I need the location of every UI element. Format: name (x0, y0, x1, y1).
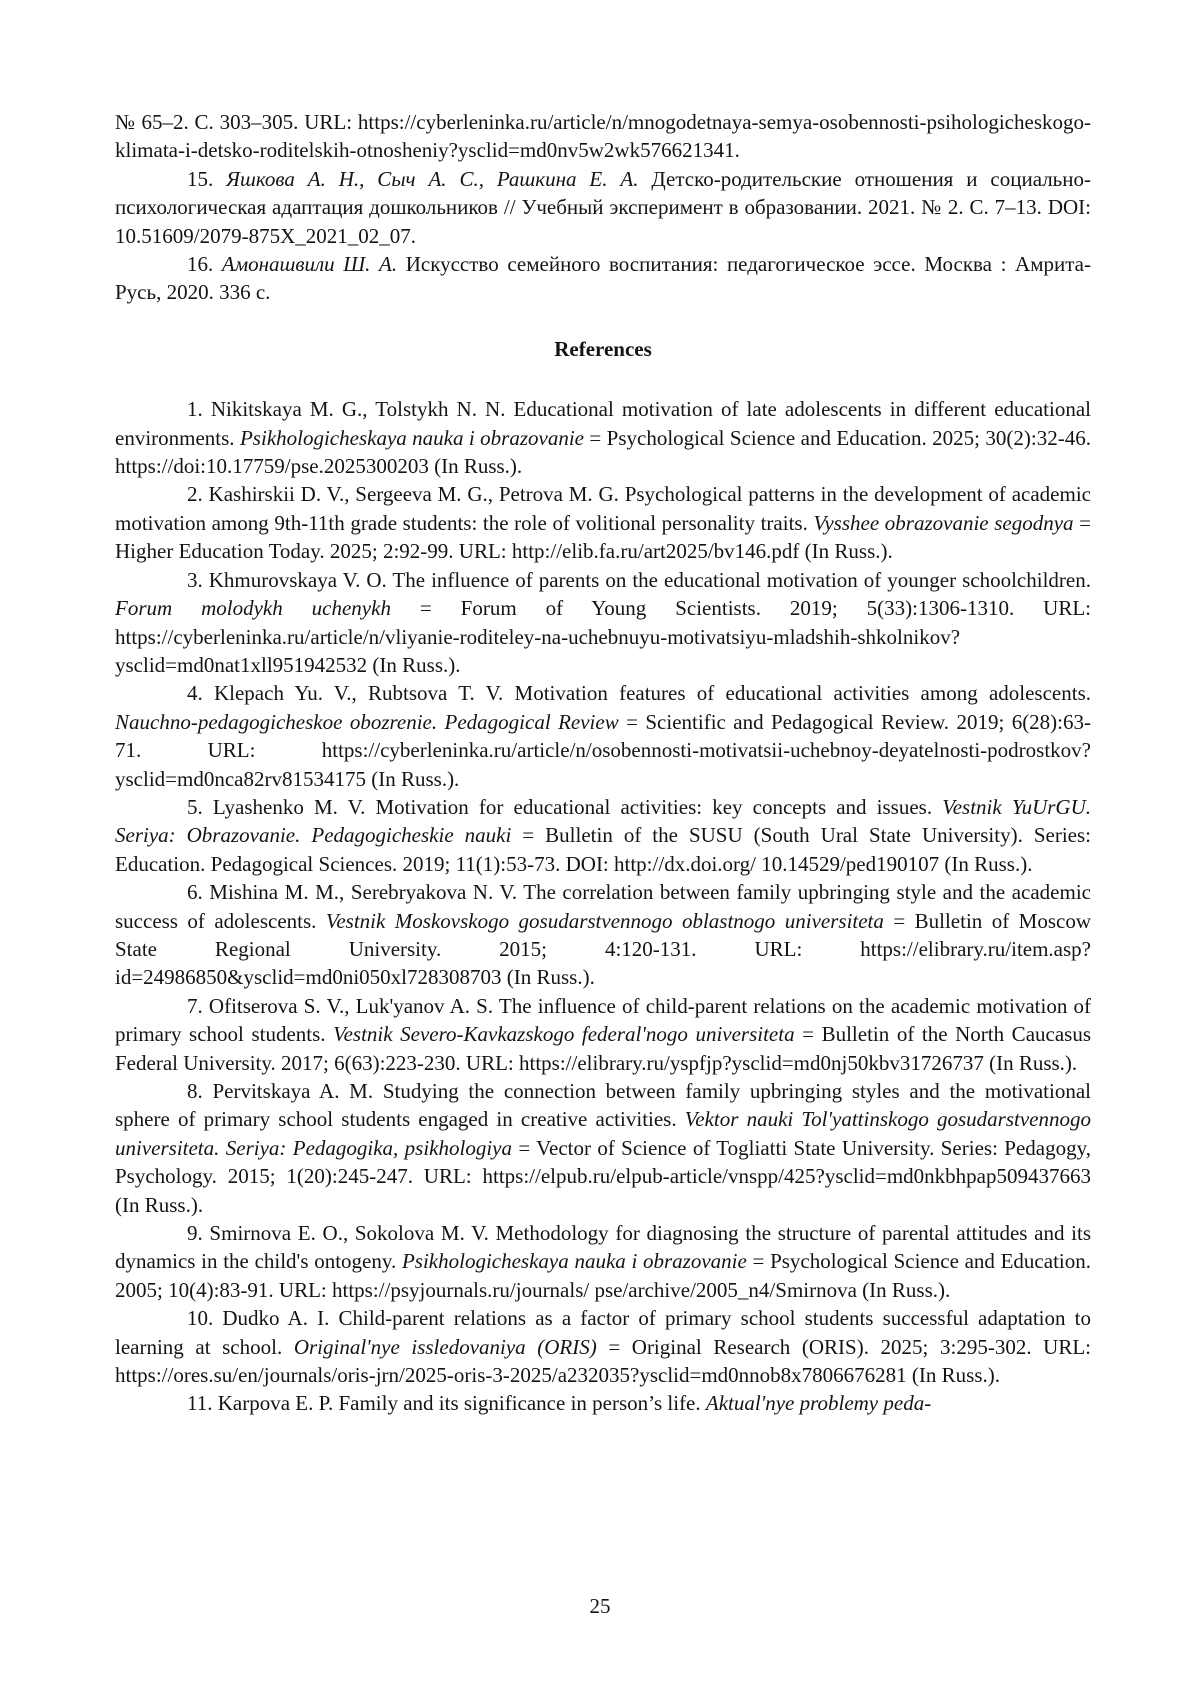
reference-authors: Амонашвили Ш. А. (221, 252, 398, 277)
reference-15 (115, 165, 1091, 250)
reference-text: = Higher Education Today. 2025; 2:92-99. URL: http://elib.fa.ru/art2025/bv146.pdf (In Russ.). (115, 510, 1091, 564)
reference-item-4 (115, 679, 1091, 793)
journal-title: Forum molodykh uchenykh (115, 596, 391, 621)
journal-title: Vestnik Moskovskogo gosudarstvennogo oblastnogo universiteta (325, 908, 884, 933)
page-number: 25 (589, 1594, 611, 1618)
reference-text: 7. Ofitserova S. V., Luk'yanov A. S. The influence of child-parent relations on the academic motivation of primary school students. (115, 993, 1091, 1047)
reference-text: = Bulletin of the North Caucasus Federal University. 2017; 6(63):223-230. URL: https://elibrary.ru/yspfjp?ysclid=md0nj50kbv31726737 (In Russ.). (115, 1022, 1091, 1075)
reference-text: = Bulletin of Moscow State Regional University. 2015; 4:120-131. URL: https://elibrary.ru/item.asp?id=24986850&ysclid=md0ni050xl728308703 (In Russ.). (115, 908, 1091, 990)
reference-item-8 (115, 1077, 1091, 1219)
journal-title: Aktual'nye problemy peda- (705, 1391, 932, 1416)
journal-title: Psikhologicheskaya nauka i obrazovanie (401, 1249, 747, 1274)
reference-text: = Psychological Science and Education. 2005; 10(4):83-91. URL: https://psyjournals.ru/journals/ pse/archive/2005_n4/Smirnova (In Russ.). (115, 1249, 1091, 1302)
reference-continued (115, 108, 1091, 165)
reference-item-11 (115, 1389, 1091, 1417)
reference-text: = Vector of Science of Togliatti State University. Series: Pedagogy, Psychology. 2015; 1(20):245-247. URL: https://elpub.ru/elpub-article/vnspp/425?ysclid=md0nkbhpap509437663 (In Russ.). (115, 1135, 1091, 1217)
reference-item-6 (115, 878, 1091, 992)
reference-item-10 (115, 1304, 1091, 1389)
reference-text: Искусство семейного воспитания: педагогическое эссе. Москва : Амрита-Русь, 2020. 336 с. (115, 252, 1091, 305)
reference-number: 16. (187, 252, 222, 277)
page-body (115, 108, 1091, 1418)
reference-16 (115, 250, 1091, 307)
reference-text: 3. Khmurovskaya V. O. The influence of parents on the educational motivation of younger schoolchildren. (187, 567, 1091, 592)
reference-text: . (734, 138, 740, 163)
journal-title: Psikhologicheskaya nauka i obrazovanie (239, 425, 584, 450)
reference-text: = Psychological Science and Education. 2025; 30(2):32-46. https://doi:10.17759/pse.2025300203 (In Russ.). (115, 425, 1091, 479)
reference-text: 1. Nikitskaya M. G., Tolstykh N. N. Educational motivation of late adolescents in different educational environments. (115, 397, 1091, 450)
reference-item-7 (115, 992, 1091, 1077)
reference-item-2 (115, 480, 1091, 565)
reference-item-9 (115, 1219, 1091, 1304)
reference-text: 5. Lyashenko M. V. Motivation for educational activities: key concepts and issues. (187, 794, 943, 819)
reference-text: 2. Kashirskii D. V., Sergeeva M. G., Petrova M. G. Psychological patterns in the development of academic motivation among 9th-11th grade students: the role of volitional personality traits. (115, 482, 1091, 535)
reference-text: 6. Mishina M. M., Serebryakova N. V. The correlation between family upbringing style and the academic success of adolescents. (115, 880, 1091, 933)
references-list (115, 395, 1091, 1418)
reference-item-3 (115, 566, 1091, 680)
reference-text: 8. Pervitskaya A. M. Studying the connection between family upbringing styles and the motivational sphere of primary school students engaged in creative activities. (115, 1079, 1091, 1132)
journal-title: Vektor nauki Tol'yattinskogo gosudarstvennogo universiteta. Seriya: Pedagogika, psikhologiya (115, 1107, 1091, 1160)
reference-text: 11. Karpova E. P. Family and its significance in person’s life. (187, 1391, 706, 1416)
reference-text: 9. Smirnova E. O., Sokolova M. V. Methodology for diagnosing the structure of parental attitudes and its dynamics in the child's ontogeny. (115, 1221, 1091, 1274)
reference-text: = Scientific and Pedagogical Review. 2019; 6(28):63-71. URL: https://cyberleninka.ru/article/n/osobennosti-motivatsii-uchebnoy-deyatelnosti-podrostkov?ysclid=md0nca82rv81534175 (In Russ.). (115, 709, 1092, 791)
reference-text: 10. Dudko A. I. Child-parent relations as a factor of primary school students successful adaptation to learning at school. (115, 1306, 1091, 1359)
references-heading: References (554, 336, 652, 361)
journal-title: Vestnik Severo-Kavkazskogo federal'nogo universiteta (333, 1022, 795, 1047)
reference-text: № 65–2. С. 303–305. URL: (115, 110, 358, 134)
reference-url[interactable]: https://cyberleninka.ru/article/n/mnogodetnaya-semya-osobennosti-psihologicheskogo-klimata-i-detsko-roditelskih-otnosheniy?ysclid=md0nv5w2wk576621341 (115, 110, 1091, 163)
journal-title: Nauchno-pedagogicheskoe obozrenie. Pedagogical Review (115, 709, 619, 734)
reference-number: 15. (187, 166, 227, 191)
reference-text: = Forum of Young Scientists. 2019; 5(33):1306-1310. URL: https://cyberleninka.ru/article/n/vliyanie-roditeley-na-uchebnuyu-motivatsiyu-mladshih-shkolnikov?ysclid=md0nat1xll951942532 (In Russ.). (115, 596, 1091, 677)
reference-authors: Яшкова А. Н., Сыч А. С., Рашкина Е. А. (226, 166, 639, 191)
reference-item-1 (115, 395, 1091, 480)
journal-title: Vestnik YuUrGU. Seriya: Obrazovanie. Pedagogicheskie nauki (115, 794, 1092, 848)
reference-text: 4. Klepach Yu. V., Rubtsova T. V. Motivation features of educational activities among adolescents. (187, 681, 1091, 706)
reference-text: Детско-родительские отношения и социально-психологическая адаптация дошкольников // Учебный эксперимент в образовании. 2021. № 2. С. 7–13. DOI: 10.51609/2079-875X_2021_02_07. (115, 166, 1091, 248)
reference-text: = Bulletin of the SUSU (South Ural State University). Series: Education. Pedagogical Sciences. 2019; 11(1):53-73. DOI: http://dx.doi.org/ 10.14529/ped190107 (In Russ.). (115, 823, 1091, 876)
journal-title: Original'nye issledovaniya (ORIS) (293, 1334, 597, 1359)
reference-text: = Original Research (ORIS). 2025; 3:295-302. URL: https://ores.su/en/journals/oris-jrn/2025-oris-3-2025/a232035?ysclid=md0nnob8x7806676281 (In Russ.). (115, 1334, 1091, 1388)
reference-item-5 (115, 793, 1091, 878)
journal-title: Vysshee obrazovanie segodnya (813, 510, 1074, 535)
